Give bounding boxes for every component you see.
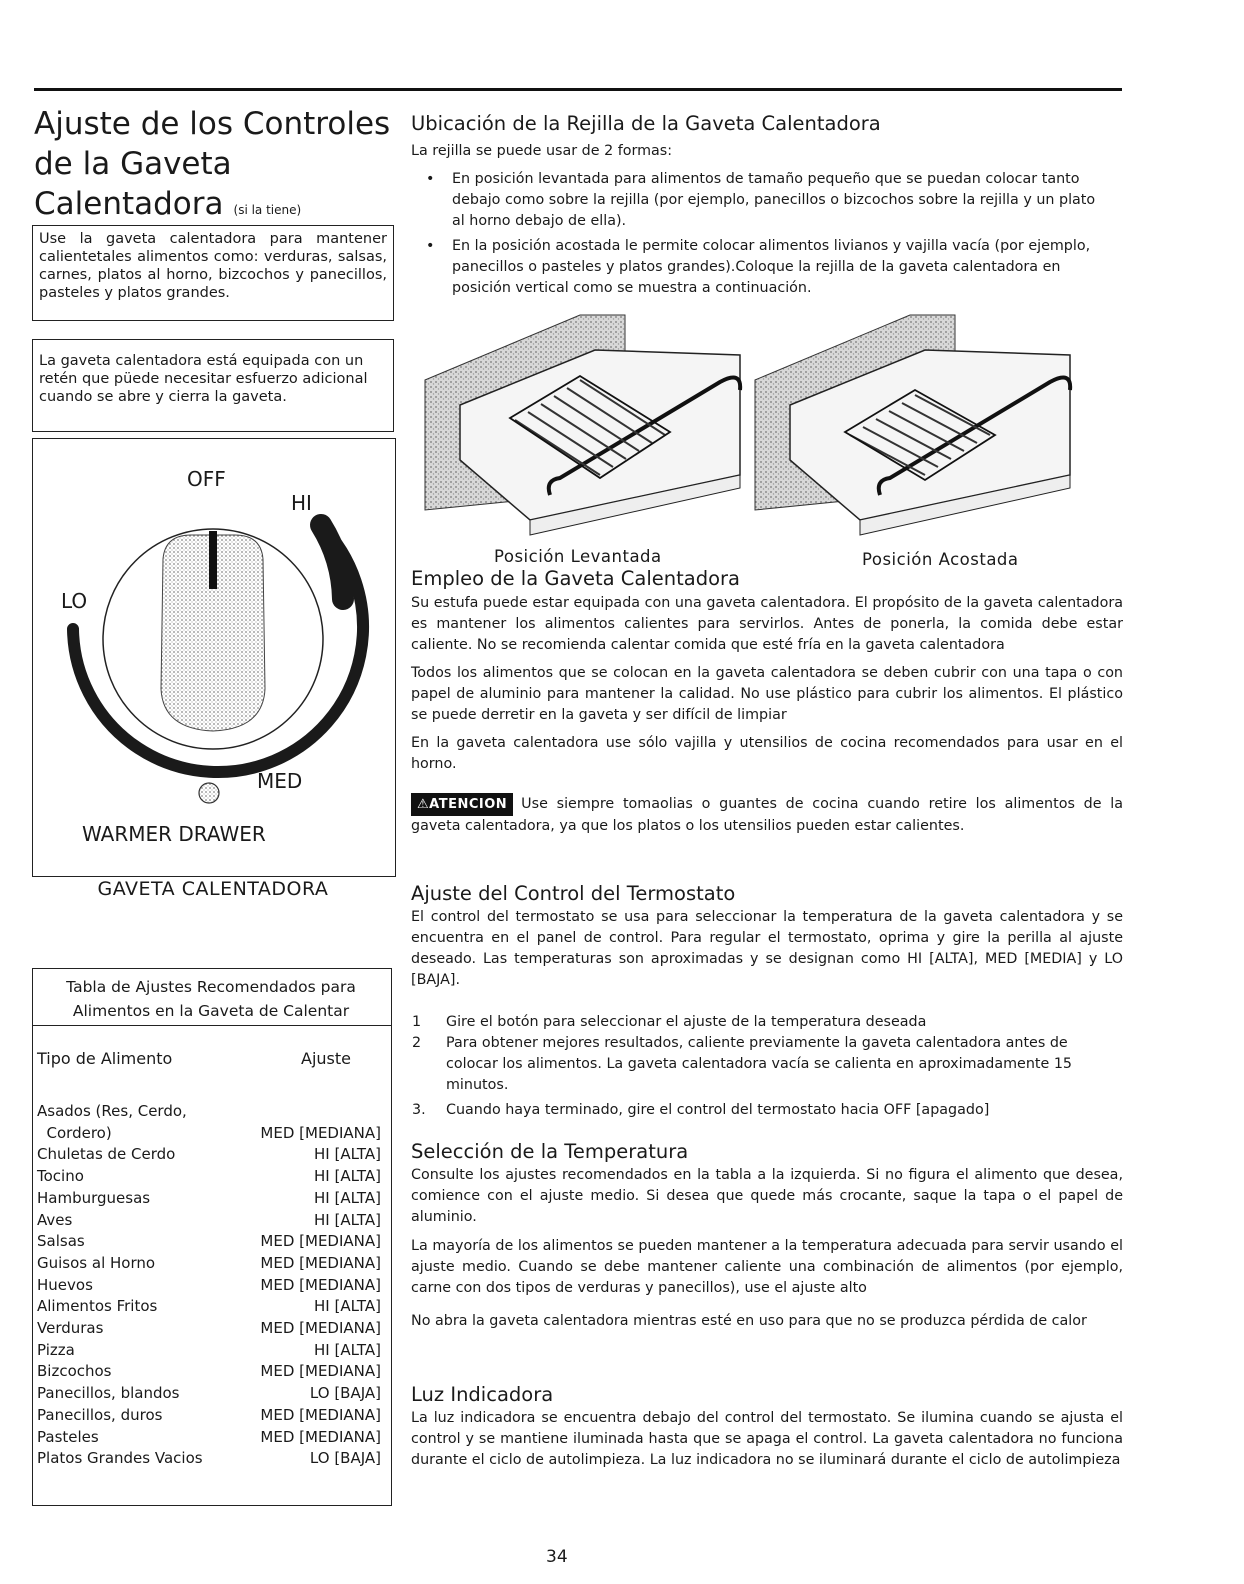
table-row <box>33 1144 387 1166</box>
dial-label-off: OFF <box>187 467 226 491</box>
table-cell-food: Platos Grandes Vacios <box>37 1449 203 1468</box>
table-cell-food: Salsas <box>37 1232 85 1251</box>
rack-section <box>411 112 1123 162</box>
table-row <box>33 1166 387 1188</box>
table-cell-food: Alimentos Fritos <box>37 1297 158 1316</box>
dial-label-lo: LO <box>61 589 88 613</box>
table-row <box>33 1361 387 1383</box>
indicator-light-icon <box>199 783 219 803</box>
step-number: 2 <box>412 1035 422 1051</box>
step-text: Gire el botón para seleccionar el ajuste de la temperatura deseada <box>446 1014 927 1030</box>
caption-raised: Posición Levantada <box>494 547 662 566</box>
temperature-section <box>411 1140 1123 1332</box>
thermostat-heading: Ajuste del Control del Termostato <box>411 882 736 905</box>
thermostat-paragraph: El control del termostato se usa para seleccionar la temperatura de la gaveta calentadora y se encuentra en el panel de control. Para regular el termostato, oprima y gire la perilla al ajuste deseado. Las temperaturas son aproximadas y se designan como HI [ALTA], MED [MEDIA] y LO [BAJA]. <box>411 909 1123 988</box>
table-row <box>33 1101 387 1123</box>
thermostat-step-3 <box>412 1100 1114 1121</box>
table-row <box>33 1405 387 1427</box>
dial-label-med: MED <box>257 769 303 793</box>
title-note: (si la tiene) <box>233 203 302 217</box>
table-cell-food: Panecillos, duros <box>37 1405 163 1424</box>
table-row <box>33 1340 387 1362</box>
temperature-heading: Selección de la Temperatura <box>411 1140 689 1163</box>
settings-table <box>32 968 392 1506</box>
table-cell-setting: LO [BAJA] <box>309 1384 381 1403</box>
use-heading: Empleo de la Gaveta Calentadora <box>411 567 740 590</box>
intro-box <box>32 225 394 321</box>
thermostat-section <box>411 882 1123 991</box>
table-row <box>33 1210 387 1232</box>
page-number: 34 <box>546 1547 568 1567</box>
dial-label-hi: HI <box>291 491 312 515</box>
table-row <box>33 1448 387 1470</box>
temperature-paragraph-3: No abra la gaveta calentadora mientras esté en uso para que no se produzca pérdida de calor <box>411 1313 1087 1329</box>
table-row <box>33 1188 387 1210</box>
rack-heading: Ubicación de la Rejilla de la Gaveta Calentadora <box>411 112 881 135</box>
dial-indicator <box>209 531 217 589</box>
table-cell-setting: MED [MEDIANA] <box>260 1275 381 1294</box>
warning-icon: ⚠ATENCION <box>411 793 513 816</box>
light-paragraph: La luz indicadora se encuentra debajo del control del termostato. Se ilumina cuando se ajusta el control y se mantiene iluminada hasta que se apaga el control. La gaveta calentadora no funciona durante el ciclo de autolimpieza. La luz indicadora no se iluminará durante el ciclo de autolimpieza <box>411 1410 1123 1468</box>
thermostat-step-2 <box>412 1033 1114 1096</box>
thermostat-step-1 <box>412 1012 1114 1033</box>
table-cell-setting: MED [MEDIANA] <box>260 1427 381 1446</box>
table-row <box>33 1231 387 1253</box>
use-paragraph-2: Todos los alimentos que se colocan en la gaveta calentadora se deben cubrir con una tapa o con papel de aluminio para mantener la calidad. No use plástico para cubrir los alimentos. El plástico se puede derretir en la gaveta y ser difícil de limpiar <box>411 665 1123 723</box>
rack-positions-illustration <box>420 310 1090 555</box>
rack-bullet-1-text: En posición levantada para alimentos de tamaño pequeño que se puedan colocar tanto debajo como sobre la rejilla (por ejemplo, panecillos o bizcochos sobre la rejilla y un plato al horno debajo de ella). <box>452 171 1096 229</box>
warning-paragraph <box>411 793 1123 837</box>
use-paragraph-3: En la gaveta calentadora use sólo vajilla y utensilios de cocina recomendados para usar en el horno. <box>411 735 1123 772</box>
table-cell-food: Bizcochos <box>37 1362 112 1381</box>
step-number: 3. <box>412 1102 426 1118</box>
use-section <box>411 567 1123 837</box>
title-line-2: de la Gaveta <box>34 146 232 182</box>
table-cell-setting: MED [MEDIANA] <box>260 1253 381 1272</box>
caption-flat: Posición Acostada <box>862 550 1019 569</box>
warmer-dial-illustration <box>33 439 393 874</box>
table-row <box>33 1318 387 1340</box>
table-cell-food: Pizza <box>37 1340 75 1359</box>
table-cell-food: Verduras <box>37 1319 104 1338</box>
dial-box <box>32 438 396 877</box>
warning-text: Use siempre tomaolias o guantes de cocina cuando retire los alimentos de la gaveta calentadora, ya que los platos o los utensilios pueden estar calientes. <box>411 796 1123 834</box>
table-row <box>33 1123 387 1145</box>
table-cell-setting: HI [ALTA] <box>314 1167 381 1186</box>
rack-bullet-1: • En posición levantada para alimentos de tamaño pequeño que se puedan colocar tanto debajo como sobre la rejilla (por ejemplo, panecillos o bizcochos sobre la rejilla y un plato al horno debajo de ella). <box>426 171 1096 229</box>
table-header-food: Tipo de Alimento <box>37 1049 173 1068</box>
drawer-raised-position <box>425 315 740 535</box>
rack-bullet-2: • En la posición acostada le permite colocar alimentos livianos y vajilla vacía (por ejemplo, panecillos o pasteles y platos grandes).Coloque la rejilla de la gaveta calentadora en posición vertical como se muestra a continuación. <box>426 238 1091 296</box>
table-cell-setting: HI [ALTA] <box>314 1210 381 1229</box>
step-text: Cuando haya terminado, gire el control del termostato hacia OFF [apagado] <box>446 1102 990 1118</box>
table-row <box>33 1296 387 1318</box>
table-cell-setting: HI [ALTA] <box>314 1340 381 1359</box>
table-cell-setting: HI [ALTA] <box>314 1297 381 1316</box>
step-number: 1 <box>412 1014 422 1030</box>
table-title: Tabla de Ajustes Recomendados para Alimentos en la Gaveta de Calentar <box>66 978 356 1020</box>
table-cell-setting: HI [ALTA] <box>314 1145 381 1164</box>
use-paragraph-1: Su estufa puede estar equipada con una gaveta calentadora. El propósito de la gaveta calentadora es mantener los alimentos calientes para servirlos. Antes de ponerla, la comida debe estar caliente. No se recomienda calentar comida que esté fría en la gaveta calentadora <box>411 595 1123 653</box>
latch-text: La gaveta calentadora está equipada con un retén que püede necesitar esfuerzo adicional cuando se abre y cierra la gaveta. <box>39 353 368 405</box>
top-rule <box>34 88 1122 91</box>
table-cell-food: Huevos <box>37 1275 93 1294</box>
table-cell-setting: LO [BAJA] <box>309 1449 381 1468</box>
table-cell-food: Cordero) <box>37 1123 112 1142</box>
table-cell-setting: MED [MEDIANA] <box>260 1362 381 1381</box>
temperature-paragraph-2: La mayoría de los alimentos se pueden mantener a la temperatura adecuada para servir usando el ajuste medio. Cuando se debe mantener caliente una combinación de alimentos (por ejemplo, carne con dos tipos de verduras y panecillos), use el ajuste alto <box>411 1238 1123 1296</box>
table-cell-setting: MED [MEDIANA] <box>260 1319 381 1338</box>
table-header-setting: Ajuste <box>301 1049 351 1068</box>
table-cell-food: Asados (Res, Cerdo, <box>37 1102 187 1120</box>
table-cell-food: Aves <box>37 1210 73 1229</box>
table-cell-setting: MED [MEDIANA] <box>260 1123 381 1142</box>
table-row <box>33 1383 387 1405</box>
intro-text: Use la gaveta calentadora para mantener calientetales alimentos como: verduras, salsas, carnes, platos al horno, bizcochos y panecillos, pasteles y platos grandes. <box>39 231 387 301</box>
table-cell-food: Hamburguesas <box>37 1188 151 1207</box>
table-cell-setting: HI [ALTA] <box>314 1188 381 1207</box>
table-divider <box>33 1025 391 1026</box>
table-cell-food: Guisos al Horno <box>37 1253 156 1272</box>
table-row <box>33 1275 387 1297</box>
table-cell-food: Tocino <box>37 1167 84 1186</box>
table-row <box>33 1427 387 1449</box>
drawer-flat-position <box>755 315 1070 535</box>
table-rows <box>33 1101 387 1470</box>
table-cell-food: Chuletas de Cerdo <box>37 1145 176 1164</box>
dial-caption: GAVETA CALENTADORA <box>97 878 329 900</box>
dial-label-warmer: WARMER DRAWER <box>82 822 266 846</box>
light-heading: Luz Indicadora <box>411 1383 554 1406</box>
rack-bullet-2-text: En la posición acostada le permite colocar alimentos livianos y vajilla vacía (por ejemplo, panecillos o pasteles y platos grandes).Coloque la rejilla de la gaveta calentadora en posición vertical como se muestra a continuación. <box>452 238 1091 296</box>
title-line-1: Ajuste de los Controles <box>34 106 391 142</box>
page-title <box>34 104 404 230</box>
light-section <box>411 1383 1123 1471</box>
rack-intro: La rejilla se puede usar de 2 formas: <box>411 143 673 159</box>
table-cell-setting: MED [MEDIANA] <box>260 1232 381 1251</box>
table-row <box>33 1253 387 1275</box>
title-line-3: Calentadora <box>34 186 224 222</box>
step-text: Para obtener mejores resultados, caliente previamente la gaveta calentadora antes de colocar los alimentos. La gaveta calentadora vacía se calienta en aproximadamente 15 minutos. <box>446 1035 1073 1093</box>
table-cell-setting: MED [MEDIANA] <box>260 1405 381 1424</box>
table-cell-food: Pasteles <box>37 1427 99 1446</box>
temperature-paragraph-1: Consulte los ajustes recomendados en la tabla a la izquierda. Si no figura el alimento que desea, comience con el ajuste medio. Si desea que quede más crocante, saque la tapa o el papel de aluminio. <box>411 1167 1123 1225</box>
table-cell-food: Panecillos, blandos <box>37 1384 180 1403</box>
latch-box <box>32 339 394 432</box>
